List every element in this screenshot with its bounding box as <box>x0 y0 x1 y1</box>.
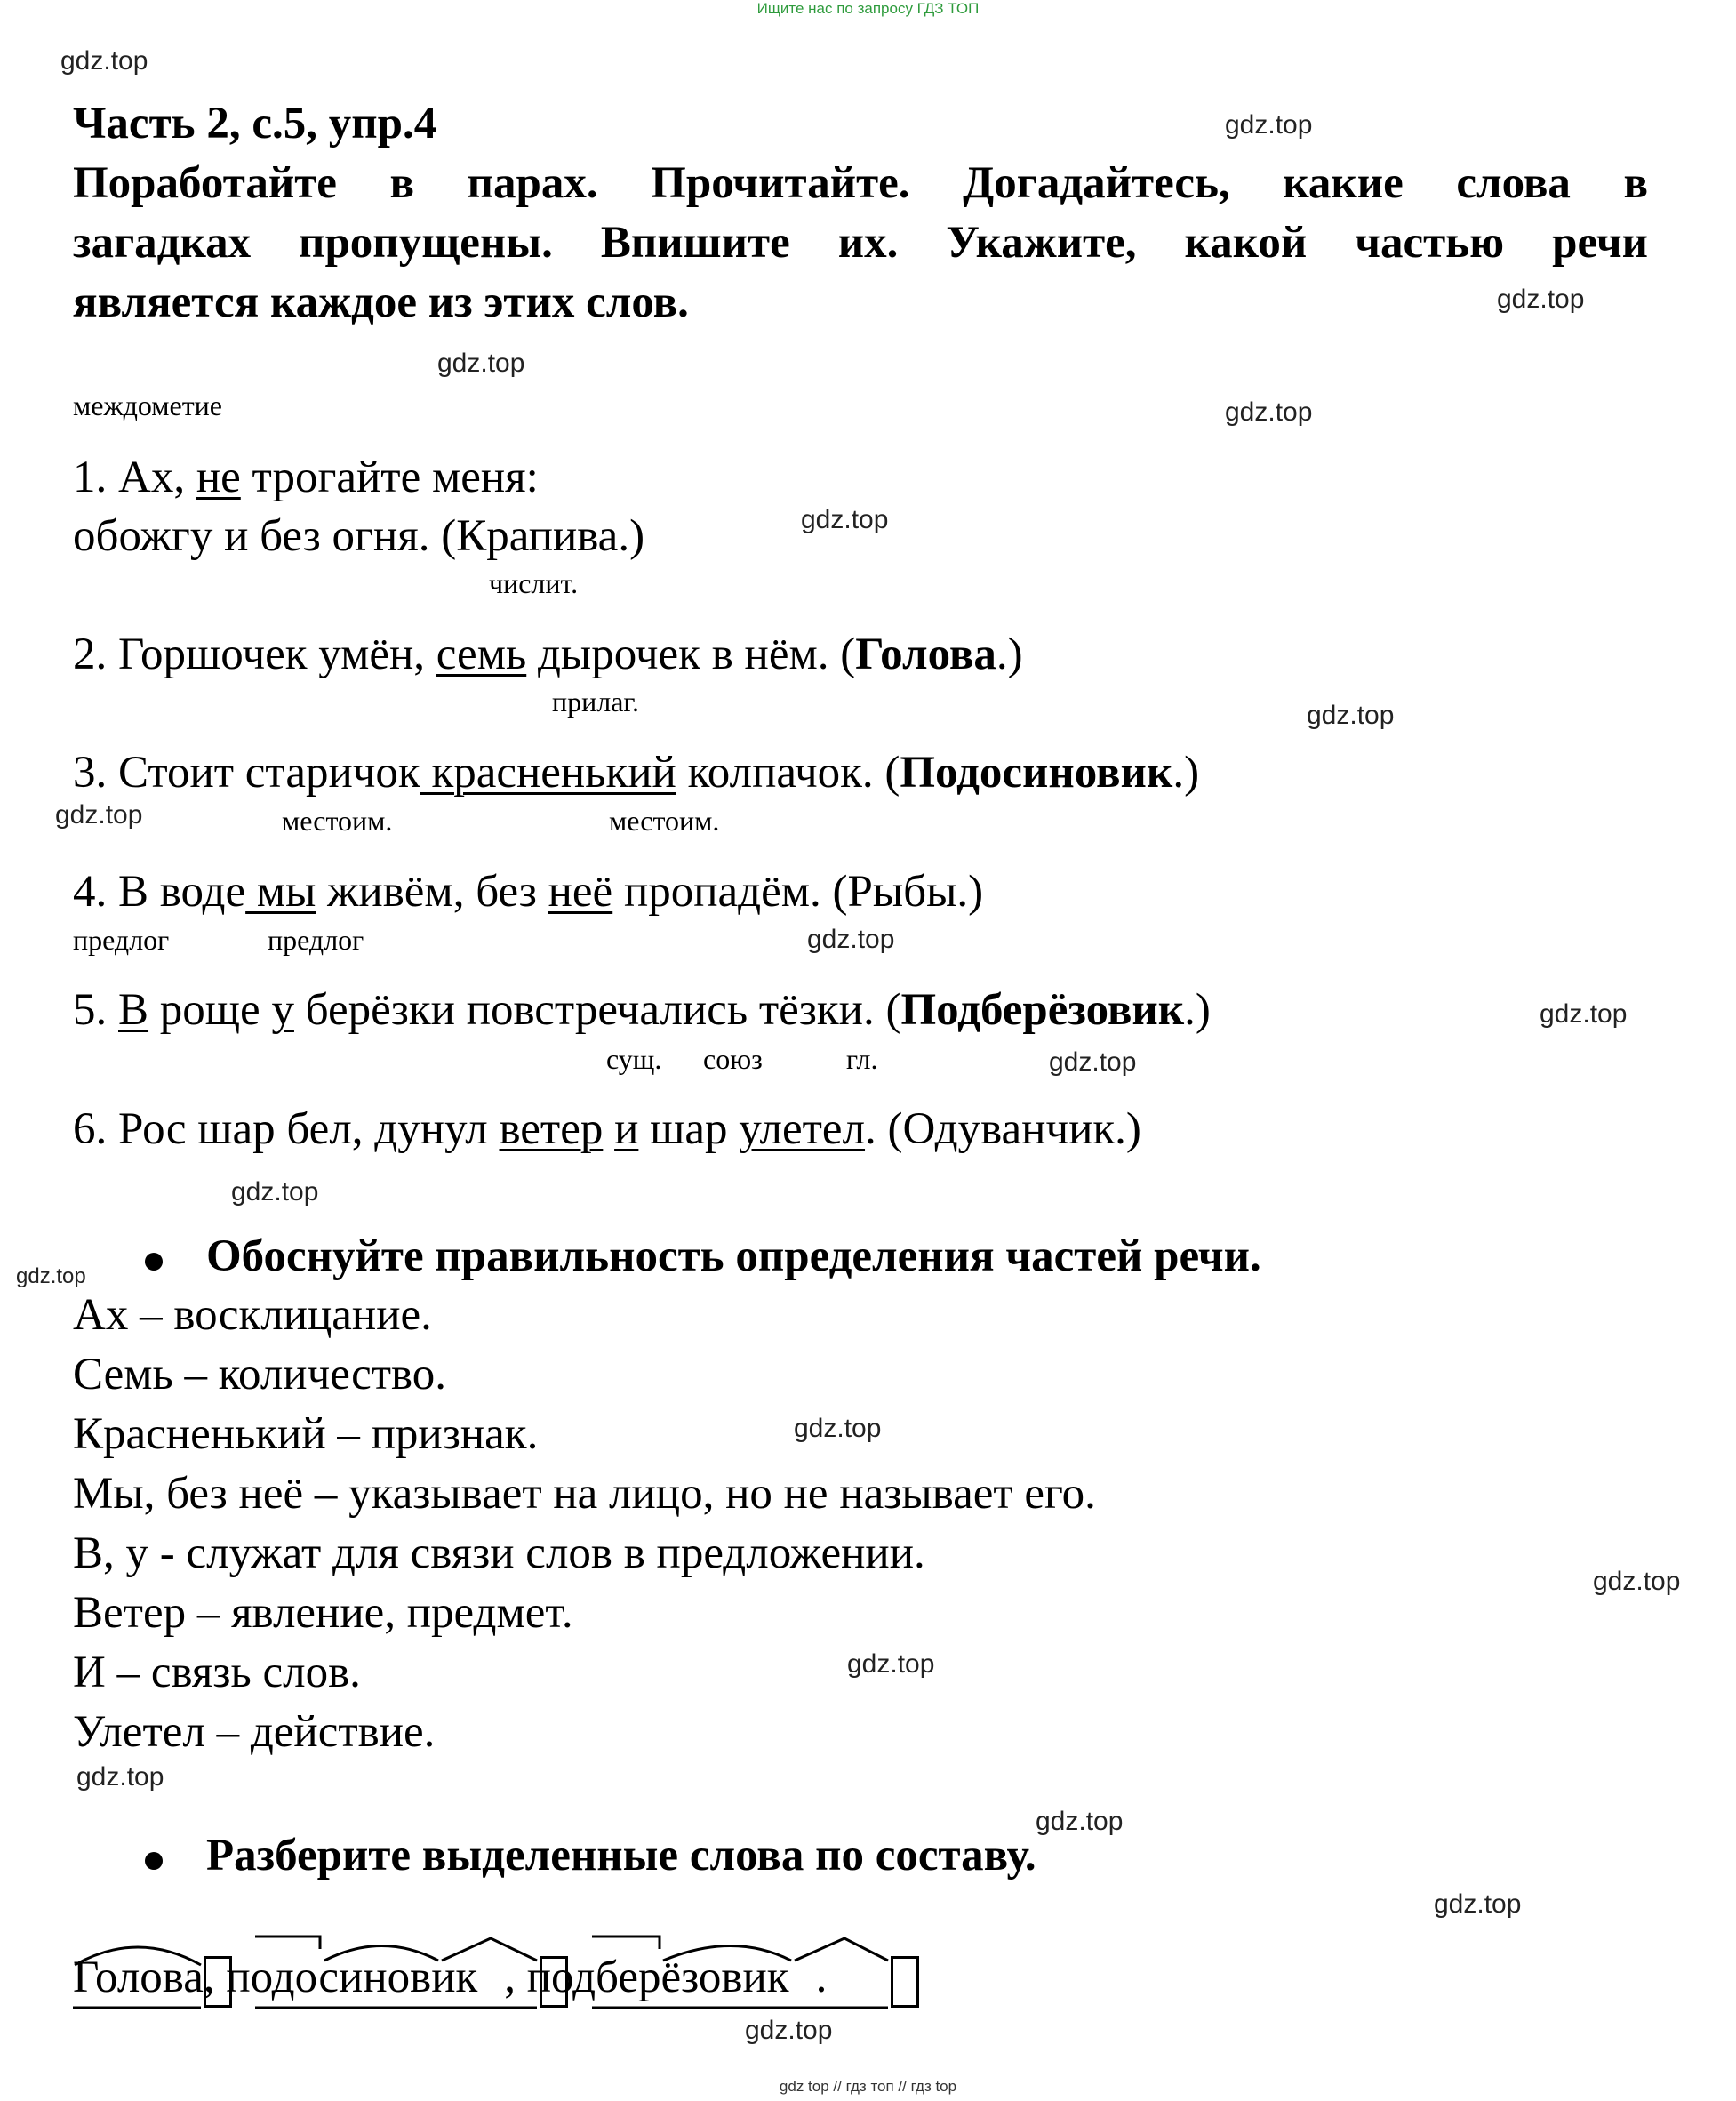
answer-line: Красненький – признак. <box>73 1409 539 1459</box>
task-line: загадках пропущены. Впишите их. Укажите, какой частью речи <box>73 218 1648 268</box>
bullet-heading: Разберите выделенные слова по составу. <box>206 1831 1036 1880</box>
highlighted-word: и <box>614 1104 639 1154</box>
watermark: gdz.top <box>794 1414 882 1443</box>
watermark: gdz.top <box>745 2016 833 2045</box>
part-of-speech-note: предлог <box>73 924 170 956</box>
root-arc <box>75 1947 201 1965</box>
riddle-1: 1. Ах, не трогайте меня: <box>73 453 539 502</box>
riddle-1-line-2: обожгу и без огня. (Крапива.) <box>73 511 645 561</box>
task-line: является каждое из этих слов. <box>73 277 689 327</box>
watermark: gdz.top <box>437 349 525 378</box>
root-arc <box>663 1946 791 1961</box>
watermark: gdz.top <box>16 1264 86 1288</box>
answer-line: И – связь слов. <box>73 1648 361 1697</box>
answer-line: Ветер – явление, предмет. <box>73 1588 573 1638</box>
part-of-speech-note: местоим. <box>609 805 720 837</box>
highlighted-word: В <box>118 985 149 1035</box>
watermark: gdz.top <box>1049 1047 1137 1077</box>
riddle-3: 3. Стоит старичок красненький колпачок. (Подосиновик.) <box>73 748 1200 798</box>
part-of-speech-note: сущ. <box>606 1043 662 1075</box>
suffix-mark <box>795 1938 888 1961</box>
part-of-speech-note: предлог <box>268 924 364 956</box>
watermark: gdz.top <box>1540 999 1628 1029</box>
morph-word-1-ending: а <box>183 1953 204 2002</box>
highlighted-word: улетел <box>739 1104 866 1154</box>
morph-word-2: подосиновик <box>226 1953 478 2002</box>
part-of-speech-note: гл. <box>846 1043 878 1075</box>
watermark: gdz.top <box>231 1177 319 1207</box>
prefix-mark <box>255 1937 320 1949</box>
highlighted-word: семь <box>436 629 527 679</box>
part-of-speech-note: местоим. <box>282 805 393 837</box>
watermark: gdz.top <box>1036 1807 1124 1836</box>
answer-line: Улетел – действие. <box>73 1707 436 1757</box>
watermark: gdz.top <box>55 800 143 830</box>
answer-line: Семь – количество. <box>73 1350 447 1399</box>
watermark: gdz.top <box>76 1762 164 1792</box>
watermark: gdz.top <box>60 46 148 76</box>
highlighted-word: у <box>271 985 294 1035</box>
prefix-mark <box>592 1937 660 1949</box>
answer-line: В, у - служат для связи слов в предложении. <box>73 1528 925 1578</box>
highlighted-word: красненький <box>420 748 676 798</box>
riddle-answer: Подосиновик <box>900 748 1173 798</box>
part-of-speech-note: междометие <box>73 389 222 421</box>
riddle-answer: Подберёзовик <box>900 985 1185 1035</box>
riddle-6: 6. Рос шар бел, дунул ветер и шар улетел. (Одуванчик.) <box>73 1104 1141 1154</box>
watermark: gdz.top <box>847 1649 935 1679</box>
highlighted-word: ветер <box>499 1104 604 1154</box>
part-of-speech-note: числит. <box>489 567 579 599</box>
highlighted-word: не <box>196 453 241 502</box>
riddle-4: 4. В воде мы живём, без неё пропадём. (Рыбы.) <box>73 867 984 917</box>
highlighted-word: неё <box>548 867 613 917</box>
watermark: gdz.top <box>801 505 889 534</box>
riddle-answer: Голова <box>855 629 996 679</box>
watermark: gdz.top <box>1593 1567 1681 1596</box>
part-of-speech-note: прилаг. <box>552 686 639 718</box>
riddle-5: 5. В роще у берёзки повстречались тёзки. (Подберёзовик.) <box>73 985 1211 1035</box>
answer-line: Ах – восклицание. <box>73 1290 432 1340</box>
highlighted-word: мы <box>245 867 316 917</box>
part-of-speech-note: союз <box>703 1043 763 1075</box>
suffix-mark <box>442 1938 537 1961</box>
watermark: gdz.top <box>1497 285 1585 314</box>
morpheme-analysis: Голова, подосиновик , подберёзовик . <box>73 1953 828 2002</box>
answer-line: Мы, без неё – указывает на лицо, но не называет его. <box>73 1469 1096 1519</box>
riddle-2: 2. Горшочек умён, семь дырочек в нём. (Голова.) <box>73 629 1023 679</box>
watermark: gdz.top <box>1225 397 1313 427</box>
bullet-heading: Обоснуйте правильность определения частей речи. <box>206 1231 1261 1281</box>
watermark: gdz.top <box>807 925 895 954</box>
watermark: gdz.top <box>1225 110 1313 140</box>
task-line: Поработайте в парах. Прочитайте. Догадайтесь, какие слова в <box>73 158 1648 208</box>
top-banner: Ищите нас по запросу ГДЗ ТОП <box>756 0 980 17</box>
morph-word-1-root: Голов <box>73 1953 184 2002</box>
footer-watermark: gdz top // гдз топ // гдз top <box>779 2078 957 2095</box>
root-arc <box>324 1946 438 1961</box>
watermark: gdz.top <box>1434 1889 1522 1919</box>
watermark: gdz.top <box>1307 701 1395 730</box>
page-title: Часть 2, с.5, упр.4 <box>73 99 437 148</box>
morph-word-3: подберёзовик <box>526 1953 789 2002</box>
